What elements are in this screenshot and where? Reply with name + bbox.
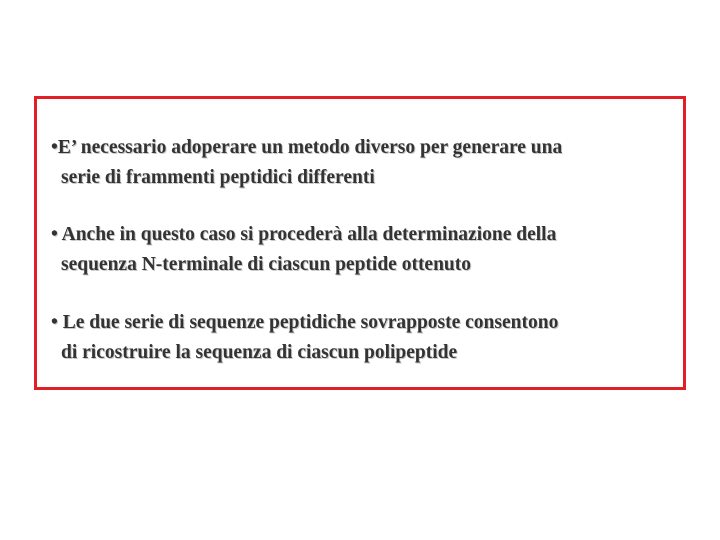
- bullet-text-line1: Anche in questo caso si procederà alla determinazione della: [57, 224, 557, 245]
- bullet-marker: •: [51, 312, 58, 333]
- bullet-text-line2: sequenza N-terminale di ciascun peptide ottenuto: [61, 254, 472, 275]
- bullet-text-line2: serie di frammenti peptidici differenti: [61, 167, 375, 188]
- bullet-marker: •: [51, 137, 58, 158]
- bullet-text-line1: Le due serie di sequenze peptidiche sovrapposte consentono: [57, 312, 559, 333]
- bullet-item: [51, 133, 691, 193]
- bullet-text-line1: E’ necessario adoperare un metodo diverso per generare una: [57, 137, 563, 158]
- bullet-text-line2: di ricostruire la sequenza di ciascun polipeptide: [61, 342, 458, 363]
- content-box: [34, 96, 686, 390]
- bullet-marker: •: [51, 224, 58, 245]
- bullet-item: [51, 220, 691, 280]
- bullet-item: [51, 308, 691, 368]
